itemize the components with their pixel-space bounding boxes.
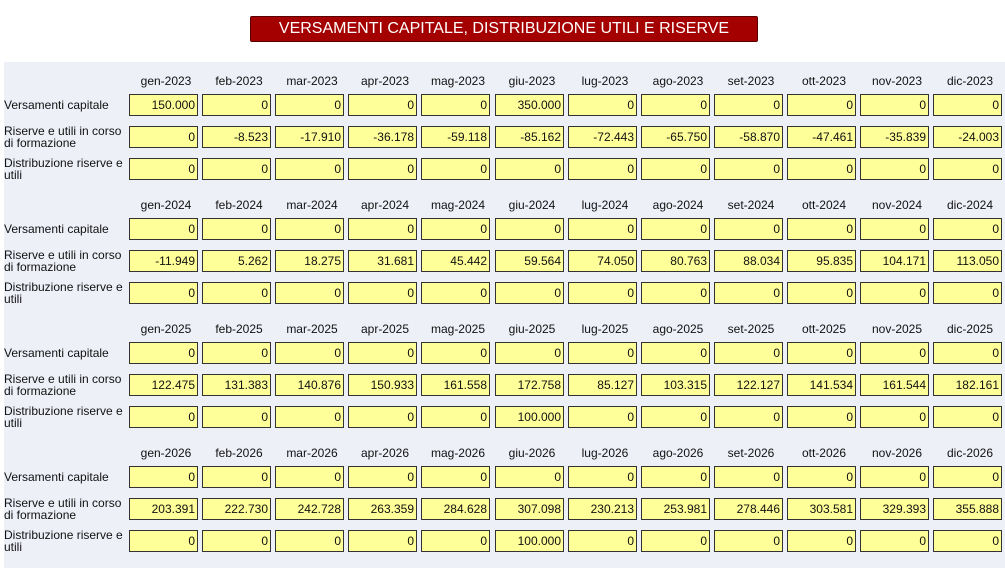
- value-cell-versamenti[interactable]: 0: [421, 342, 490, 364]
- value-cell-versamenti[interactable]: 0: [348, 218, 417, 240]
- value-cell-distribuzione[interactable]: 0: [421, 406, 490, 428]
- value-cell-distribuzione[interactable]: 0: [787, 158, 856, 180]
- value-cell-versamenti[interactable]: 0: [787, 94, 856, 116]
- value-cell-riserve[interactable]: 278.446: [714, 498, 783, 520]
- value-cell-distribuzione[interactable]: 0: [348, 406, 417, 428]
- month-header: apr-2024: [360, 198, 410, 212]
- value-cell-versamenti[interactable]: 0: [348, 94, 417, 116]
- value-cell-distribuzione[interactable]: 0: [202, 530, 271, 552]
- value-cell-riserve[interactable]: -8.523: [202, 126, 271, 148]
- value-cell-riserve[interactable]: 303.581: [787, 498, 856, 520]
- value-cell-versamenti[interactable]: 0: [641, 218, 710, 240]
- value-cell-distribuzione[interactable]: 0: [275, 406, 344, 428]
- value-cell-riserve[interactable]: 45.442: [421, 250, 490, 272]
- month-header: ott-2025: [801, 322, 847, 336]
- value-cell-riserve[interactable]: -47.461: [787, 126, 856, 148]
- value-cell-distribuzione[interactable]: 0: [641, 406, 710, 428]
- value-cell-distribuzione[interactable]: 0: [129, 282, 198, 304]
- value-cell-distribuzione[interactable]: 0: [787, 530, 856, 552]
- value-cell-riserve[interactable]: 284.628: [421, 498, 490, 520]
- month-header: feb-2023: [215, 74, 263, 88]
- month-header: feb-2025: [215, 322, 263, 336]
- value-cell-riserve[interactable]: 113.050: [933, 250, 1002, 272]
- value-cell-versamenti[interactable]: 0: [202, 342, 271, 364]
- month-header: dic-2024: [946, 198, 994, 212]
- value-cell-riserve[interactable]: 355.888: [933, 498, 1002, 520]
- month-header: mag-2025: [430, 322, 486, 336]
- value-cell-versamenti[interactable]: 0: [787, 466, 856, 488]
- month-header: gen-2024: [140, 198, 192, 212]
- value-cell-riserve[interactable]: -24.003: [933, 126, 1002, 148]
- value-cell-versamenti[interactable]: 0: [568, 218, 637, 240]
- month-header: mag-2023: [430, 74, 486, 88]
- value-cell-riserve[interactable]: 122.475: [129, 374, 198, 396]
- value-cell-distribuzione[interactable]: 0: [348, 282, 417, 304]
- value-cell-distribuzione[interactable]: 0: [860, 530, 929, 552]
- value-cell-versamenti[interactable]: 0: [714, 466, 783, 488]
- value-cell-distribuzione[interactable]: 0: [202, 158, 271, 180]
- row-label-versamenti: Versamenti capitale: [4, 222, 109, 236]
- row-label-versamenti: Versamenti capitale: [4, 346, 109, 360]
- month-header: ago-2026: [652, 446, 704, 460]
- month-header: set-2023: [727, 74, 775, 88]
- value-cell-versamenti[interactable]: 0: [714, 218, 783, 240]
- value-cell-riserve[interactable]: -17.910: [275, 126, 344, 148]
- value-cell-riserve[interactable]: 5.262: [202, 250, 271, 272]
- value-cell-distribuzione[interactable]: 0: [933, 282, 1002, 304]
- row-label-distribuzione: Distribuzione riserve e utili: [4, 156, 123, 182]
- value-cell-versamenti[interactable]: 0: [933, 466, 1002, 488]
- value-cell-versamenti[interactable]: 0: [129, 342, 198, 364]
- month-header: giu-2025: [508, 322, 556, 336]
- value-cell-versamenti[interactable]: 0: [202, 466, 271, 488]
- value-cell-riserve[interactable]: -36.178: [348, 126, 417, 148]
- row-label-versamenti: Versamenti capitale: [4, 470, 109, 484]
- month-header: ago-2025: [652, 322, 704, 336]
- value-cell-distribuzione[interactable]: 0: [129, 530, 198, 552]
- value-cell-riserve[interactable]: 140.876: [275, 374, 344, 396]
- value-cell-versamenti[interactable]: 0: [275, 218, 344, 240]
- value-cell-versamenti[interactable]: 0: [933, 218, 1002, 240]
- value-cell-versamenti[interactable]: 0: [641, 342, 710, 364]
- value-cell-distribuzione[interactable]: 0: [568, 282, 637, 304]
- month-header: lug-2025: [581, 322, 629, 336]
- month-header: ago-2024: [652, 198, 704, 212]
- year-block: [4, 186, 1005, 310]
- value-cell-versamenti[interactable]: 0: [568, 342, 637, 364]
- month-header: nov-2026: [871, 446, 923, 460]
- value-cell-distribuzione[interactable]: 0: [129, 158, 198, 180]
- value-cell-riserve[interactable]: 103.315: [641, 374, 710, 396]
- value-cell-versamenti[interactable]: 0: [787, 218, 856, 240]
- value-cell-versamenti[interactable]: 0: [568, 466, 637, 488]
- month-header: giu-2024: [508, 198, 556, 212]
- value-cell-riserve[interactable]: 307.098: [495, 498, 564, 520]
- value-cell-distribuzione[interactable]: 0: [421, 158, 490, 180]
- month-header: ott-2024: [801, 198, 847, 212]
- value-cell-versamenti[interactable]: 0: [714, 342, 783, 364]
- row-label-riserve: Riserve e utili in corso di formazione: [4, 124, 122, 150]
- value-cell-versamenti[interactable]: 0: [275, 342, 344, 364]
- value-cell-riserve[interactable]: 18.275: [275, 250, 344, 272]
- month-header: giu-2023: [508, 74, 556, 88]
- value-cell-versamenti[interactable]: 0: [129, 218, 198, 240]
- value-cell-riserve[interactable]: 203.391: [129, 498, 198, 520]
- month-header: nov-2025: [871, 322, 923, 336]
- value-cell-versamenti[interactable]: 0: [933, 94, 1002, 116]
- value-cell-distribuzione[interactable]: 0: [860, 282, 929, 304]
- value-cell-riserve[interactable]: 161.544: [860, 374, 929, 396]
- value-cell-riserve[interactable]: 172.758: [495, 374, 564, 396]
- year-block: [4, 62, 1005, 186]
- value-cell-riserve[interactable]: 161.558: [421, 374, 490, 396]
- row-label-distribuzione: Distribuzione riserve e utili: [4, 404, 123, 430]
- value-cell-riserve[interactable]: -35.839: [860, 126, 929, 148]
- value-cell-riserve[interactable]: 88.034: [714, 250, 783, 272]
- month-header: nov-2024: [871, 198, 923, 212]
- value-cell-riserve[interactable]: -65.750: [641, 126, 710, 148]
- value-cell-riserve[interactable]: 141.534: [787, 374, 856, 396]
- value-cell-riserve[interactable]: 95.835: [787, 250, 856, 272]
- page-title: VERSAMENTI CAPITALE, DISTRIBUZIONE UTILI E RISERVE: [250, 16, 758, 42]
- value-cell-versamenti[interactable]: 0: [202, 94, 271, 116]
- value-cell-versamenti[interactable]: 0: [348, 466, 417, 488]
- value-cell-distribuzione[interactable]: 0: [714, 530, 783, 552]
- value-cell-distribuzione[interactable]: 0: [714, 282, 783, 304]
- value-cell-versamenti[interactable]: 0: [933, 342, 1002, 364]
- value-cell-riserve[interactable]: 222.730: [202, 498, 271, 520]
- value-cell-distribuzione[interactable]: 0: [348, 158, 417, 180]
- row-label-distribuzione: Distribuzione riserve e utili: [4, 280, 123, 306]
- value-cell-distribuzione[interactable]: 0: [421, 530, 490, 552]
- month-header: gen-2025: [140, 322, 192, 336]
- value-cell-versamenti[interactable]: 0: [202, 218, 271, 240]
- value-cell-versamenti[interactable]: 0: [421, 466, 490, 488]
- month-header: lug-2023: [581, 74, 629, 88]
- value-cell-riserve[interactable]: 242.728: [275, 498, 344, 520]
- value-cell-distribuzione[interactable]: 0: [495, 282, 564, 304]
- month-header: dic-2025: [946, 322, 994, 336]
- value-cell-distribuzione[interactable]: 0: [714, 406, 783, 428]
- value-cell-riserve[interactable]: -11.949: [129, 250, 198, 272]
- value-cell-riserve[interactable]: -59.118: [421, 126, 490, 148]
- value-cell-distribuzione[interactable]: 0: [933, 158, 1002, 180]
- value-cell-distribuzione[interactable]: 100.000: [495, 530, 564, 552]
- value-cell-distribuzione[interactable]: 100.000: [495, 406, 564, 428]
- value-cell-versamenti[interactable]: 0: [860, 94, 929, 116]
- value-cell-distribuzione[interactable]: 0: [714, 158, 783, 180]
- month-header: apr-2026: [360, 446, 410, 460]
- row-label-versamenti: Versamenti capitale: [4, 98, 109, 112]
- value-cell-riserve[interactable]: 253.981: [641, 498, 710, 520]
- value-cell-versamenti[interactable]: 0: [495, 466, 564, 488]
- month-header: mar-2024: [286, 198, 338, 212]
- value-cell-riserve[interactable]: 59.564: [495, 250, 564, 272]
- value-cell-distribuzione[interactable]: 0: [275, 282, 344, 304]
- value-cell-riserve[interactable]: 263.359: [348, 498, 417, 520]
- value-cell-versamenti[interactable]: 0: [275, 94, 344, 116]
- row-label-riserve: Riserve e utili in corso di formazione: [4, 248, 122, 274]
- month-header: giu-2026: [508, 446, 556, 460]
- value-cell-riserve[interactable]: -85.162: [495, 126, 564, 148]
- row-label-riserve: Riserve e utili in corso di formazione: [4, 496, 122, 522]
- value-cell-distribuzione[interactable]: 0: [568, 406, 637, 428]
- value-cell-riserve[interactable]: 104.171: [860, 250, 929, 272]
- value-cell-riserve[interactable]: 0: [129, 126, 198, 148]
- month-header: dic-2026: [946, 446, 994, 460]
- month-header: gen-2026: [140, 446, 192, 460]
- value-cell-distribuzione[interactable]: 0: [860, 406, 929, 428]
- month-header: set-2024: [727, 198, 775, 212]
- value-cell-versamenti[interactable]: 0: [641, 94, 710, 116]
- month-header: mag-2024: [430, 198, 486, 212]
- value-cell-distribuzione[interactable]: 0: [860, 158, 929, 180]
- month-header: feb-2024: [215, 198, 263, 212]
- month-header: mar-2025: [286, 322, 338, 336]
- month-header: mag-2026: [430, 446, 486, 460]
- value-cell-riserve[interactable]: 329.393: [860, 498, 929, 520]
- value-cell-distribuzione[interactable]: 0: [421, 282, 490, 304]
- value-cell-versamenti[interactable]: 0: [568, 94, 637, 116]
- value-cell-versamenti[interactable]: 0: [129, 466, 198, 488]
- row-label-riserve: Riserve e utili in corso di formazione: [4, 372, 122, 398]
- row-label-distribuzione: Distribuzione riserve e utili: [4, 528, 123, 554]
- month-header: apr-2023: [360, 74, 410, 88]
- value-cell-distribuzione[interactable]: 0: [275, 530, 344, 552]
- value-cell-distribuzione[interactable]: 0: [933, 406, 1002, 428]
- value-cell-distribuzione[interactable]: 0: [202, 406, 271, 428]
- value-cell-versamenti[interactable]: 0: [860, 342, 929, 364]
- month-header: gen-2023: [140, 74, 192, 88]
- value-cell-distribuzione[interactable]: 0: [129, 406, 198, 428]
- value-cell-versamenti[interactable]: 0: [860, 466, 929, 488]
- value-cell-versamenti[interactable]: 0: [787, 342, 856, 364]
- value-cell-distribuzione[interactable]: 0: [495, 158, 564, 180]
- month-header: lug-2024: [581, 198, 629, 212]
- value-cell-riserve[interactable]: 230.213: [568, 498, 637, 520]
- value-cell-versamenti[interactable]: 150.000: [129, 94, 198, 116]
- value-cell-riserve[interactable]: -58.870: [714, 126, 783, 148]
- value-cell-riserve[interactable]: 122.127: [714, 374, 783, 396]
- value-cell-riserve[interactable]: 85.127: [568, 374, 637, 396]
- capital-reserves-panel: [4, 62, 1005, 568]
- month-header: ott-2023: [801, 74, 847, 88]
- value-cell-distribuzione[interactable]: 0: [787, 406, 856, 428]
- month-header: mar-2026: [286, 446, 338, 460]
- month-header: ago-2023: [652, 74, 704, 88]
- value-cell-distribuzione[interactable]: 0: [202, 282, 271, 304]
- value-cell-riserve[interactable]: 31.681: [348, 250, 417, 272]
- value-cell-versamenti[interactable]: 350.000: [495, 94, 564, 116]
- value-cell-versamenti[interactable]: 0: [714, 94, 783, 116]
- month-header: feb-2026: [215, 446, 263, 460]
- value-cell-distribuzione[interactable]: 0: [568, 530, 637, 552]
- value-cell-versamenti[interactable]: 0: [421, 94, 490, 116]
- value-cell-distribuzione[interactable]: 0: [933, 530, 1002, 552]
- year-block: [4, 310, 1005, 434]
- value-cell-distribuzione[interactable]: 0: [275, 158, 344, 180]
- month-header: set-2025: [727, 322, 775, 336]
- value-cell-versamenti[interactable]: 0: [421, 218, 490, 240]
- value-cell-distribuzione[interactable]: 0: [348, 530, 417, 552]
- value-cell-distribuzione[interactable]: 0: [641, 530, 710, 552]
- value-cell-versamenti[interactable]: 0: [348, 342, 417, 364]
- value-cell-versamenti[interactable]: 0: [495, 218, 564, 240]
- month-header: set-2026: [727, 446, 775, 460]
- year-block: [4, 434, 1005, 558]
- value-cell-riserve[interactable]: 80.763: [641, 250, 710, 272]
- value-cell-riserve[interactable]: 150.933: [348, 374, 417, 396]
- value-cell-versamenti[interactable]: 0: [641, 466, 710, 488]
- value-cell-versamenti[interactable]: 0: [275, 466, 344, 488]
- value-cell-distribuzione[interactable]: 0: [641, 158, 710, 180]
- value-cell-distribuzione[interactable]: 0: [787, 282, 856, 304]
- value-cell-distribuzione[interactable]: 0: [641, 282, 710, 304]
- value-cell-versamenti[interactable]: 0: [495, 342, 564, 364]
- value-cell-distribuzione[interactable]: 0: [568, 158, 637, 180]
- month-header: lug-2026: [581, 446, 629, 460]
- value-cell-riserve[interactable]: -72.443: [568, 126, 637, 148]
- month-header: dic-2023: [946, 74, 994, 88]
- value-cell-riserve[interactable]: 131.383: [202, 374, 271, 396]
- month-header: ott-2026: [801, 446, 847, 460]
- month-header: mar-2023: [286, 74, 338, 88]
- month-header: nov-2023: [871, 74, 923, 88]
- value-cell-riserve[interactable]: 74.050: [568, 250, 637, 272]
- value-cell-versamenti[interactable]: 0: [860, 218, 929, 240]
- value-cell-riserve[interactable]: 182.161: [933, 374, 1002, 396]
- month-header: apr-2025: [360, 322, 410, 336]
